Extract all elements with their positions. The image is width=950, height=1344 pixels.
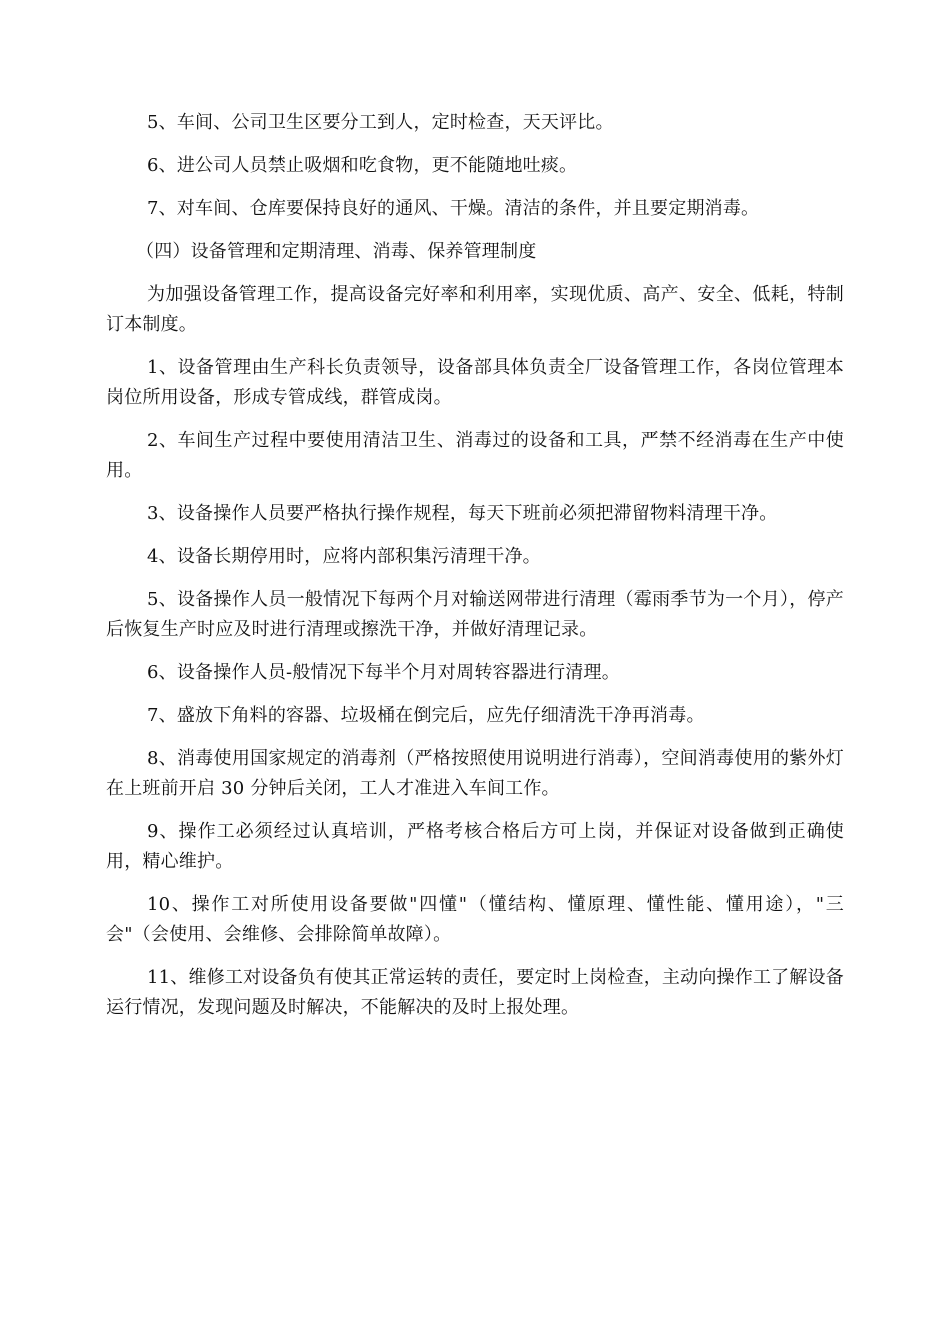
paragraph-equipment-2: 2、车间生产过程中要使用清洁卫生、消毒过的设备和工具，严禁不经消毒在生产中使用。: [106, 430, 844, 481]
paragraph-equipment-8: 8、消毒使用国家规定的消毒剂（严格按照使用说明进行消毒），空间消毒使用的紫外灯在上班前开启 30 分钟后关闭，工人才准进入车间工作。: [106, 748, 844, 799]
paragraph-equipment-11: 11、维修工对设备负有使其正常运转的责任，要定时上岗检查，主动向操作工了解设备运行情况，发现问题及时解决，不能解决的及时上报处理。: [106, 967, 844, 1018]
document-body: [106, 108, 844, 1036]
paragraph-equipment-6: 6、设备操作人员-般情况下每半个月对周转容器进行清理。: [147, 662, 620, 683]
paragraph-equipment-3: 3、设备操作人员要严格执行操作规程，每天下班前必须把滞留物料清理干净。: [147, 503, 778, 524]
paragraph-hygiene-6: 6、进公司人员禁止吸烟和吃食物，更不能随地吐痰。: [147, 155, 578, 176]
paragraph-equipment-7: 7、盛放下角料的容器、垃圾桶在倒完后，应先仔细清洗干净再消毒。: [147, 705, 705, 726]
paragraph-equipment-4: 4、设备长期停用时，应将内部积集污清理干净。: [147, 546, 541, 567]
paragraph-equipment-5: 5、设备操作人员一般情况下每两个月对输送网带进行清理（霉雨季节为一个月），停产后恢复生产时应及时进行清理或擦洗干净，并做好清理记录。: [106, 589, 844, 640]
paragraph-hygiene-5: 5、车间、公司卫生区要分工到人，定时检查，天天评比。: [147, 112, 614, 133]
paragraph-equipment-1: 1、设备管理由生产科长负责领导，设备部具体负责全厂设备管理工作，各岗位管理本岗位所用设备，形成专管成线，群管成岗。: [106, 357, 844, 408]
paragraph-equipment-10: 10、操作工对所使用设备要做"四懂"（懂结构、懂原理、懂性能、懂用途），"三会"（会使用、会维修、会排除简单故障）。: [106, 894, 844, 945]
paragraph-hygiene-7: 7、对车间、仓库要保持良好的通风、干燥。清洁的条件，并且要定期消毒。: [147, 198, 760, 219]
paragraph-equipment-9: 9、操作工必须经过认真培训，严格考核合格后方可上岗，并保证对设备做到正确使用，精心维护。: [106, 821, 844, 872]
section-heading: （四）设备管理和定期清理、消毒、保养管理制度: [136, 241, 537, 262]
paragraph-intro: 为加强设备管理工作，提高设备完好率和利用率，实现优质、高产、安全、低耗，特制订本制度。: [106, 284, 844, 335]
